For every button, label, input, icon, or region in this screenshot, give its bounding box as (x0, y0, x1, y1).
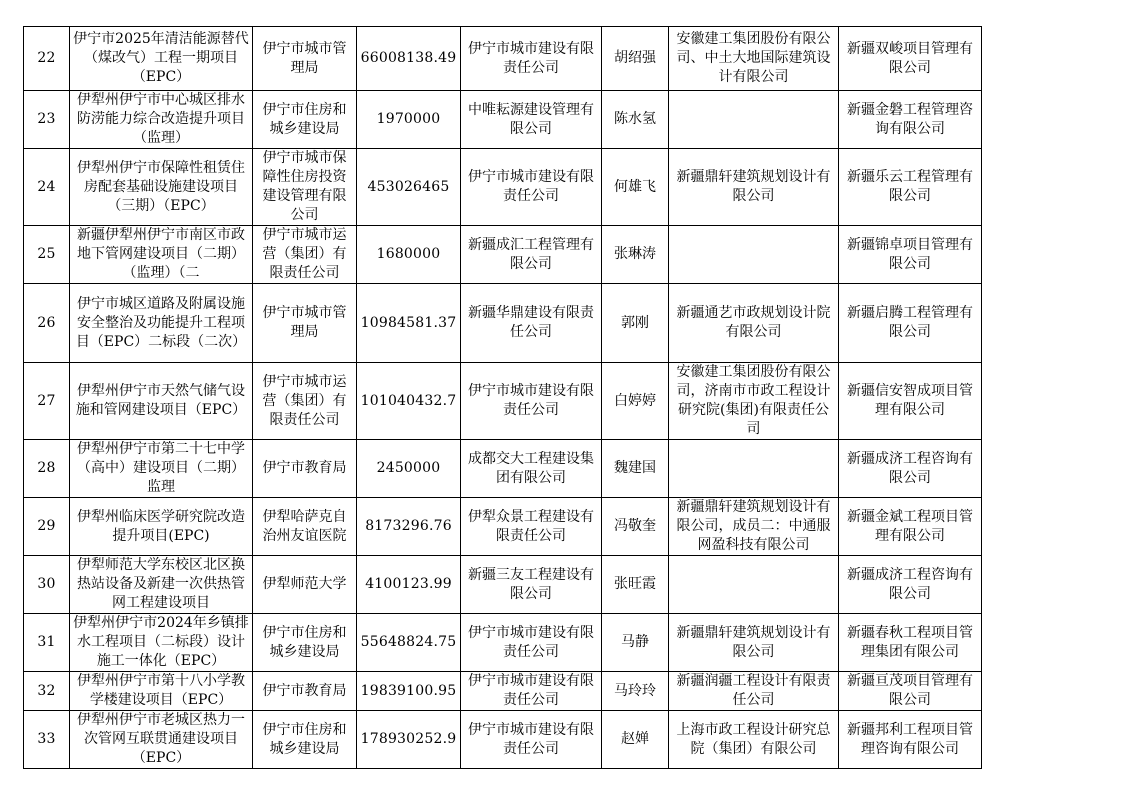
design-unit (669, 556, 839, 614)
contract-amount: 66008138.49 (357, 27, 461, 91)
table-row (24, 91, 982, 149)
supervision-unit: 新疆亘茂项目管理有限公司 (839, 672, 982, 711)
project-manager: 冯敬奎 (602, 498, 669, 556)
row-number: 27 (24, 363, 70, 440)
row-number: 22 (24, 27, 70, 91)
project-manager: 魏建国 (602, 440, 669, 498)
design-unit: 安徽建工集团股份有限公司，济南市市政工程设计研究院(集团)有限责任公司 (669, 363, 839, 440)
design-unit: 新疆润疆工程设计有限责任公司 (669, 672, 839, 711)
supervision-unit: 新疆金磐工程管理咨询有限公司 (839, 91, 982, 149)
row-number: 31 (24, 614, 70, 672)
owner-unit: 伊宁市城市管理局 (253, 27, 357, 91)
row-number: 25 (24, 226, 70, 284)
supervision-unit: 新疆信安智成项目管理有限公司 (839, 363, 982, 440)
contract-amount: 178930252.9 (357, 711, 461, 769)
table-row (24, 556, 982, 614)
project-name: 伊犁州伊宁市第二十七中学（高中）建设项目（二期）监理 (70, 440, 253, 498)
design-unit (669, 91, 839, 149)
table-body (24, 27, 982, 769)
contractor-unit: 中唯耘源建设管理有限公司 (461, 91, 602, 149)
table-row (24, 149, 982, 226)
contractor-unit: 成都交大工程建设集团有限公司 (461, 440, 602, 498)
project-manager: 白婷婷 (602, 363, 669, 440)
project-name: 新疆伊犁州伊宁市南区市政地下管网建设项目（二期）（监理）（二 (70, 226, 253, 284)
table-row (24, 27, 982, 91)
supervision-unit: 新疆启腾工程管理有限公司 (839, 284, 982, 363)
row-number: 26 (24, 284, 70, 363)
design-unit: 安徽建工集团股份有限公司、中土大地国际建筑设计有限公司 (669, 27, 839, 91)
project-name: 伊犁师范大学东校区北区换热站设备及新建一次供热管网工程建设项目 (70, 556, 253, 614)
design-unit: 新疆鼎轩建筑规划设计有限公司，成员二：中通服网盈科技有限公司 (669, 498, 839, 556)
supervision-unit: 新疆春秋工程项目管理集团有限公司 (839, 614, 982, 672)
project-name: 伊宁市城区道路及附属设施安全整治及功能提升工程项目（EPC）二标段（二次） (70, 284, 253, 363)
table-row (24, 672, 982, 711)
contractor-unit: 伊宁市城市建设有限责任公司 (461, 27, 602, 91)
design-unit: 新疆鼎轩建筑规划设计有限公司 (669, 614, 839, 672)
supervision-unit: 新疆成济工程咨询有限公司 (839, 440, 982, 498)
contract-amount: 2450000 (357, 440, 461, 498)
row-number: 28 (24, 440, 70, 498)
contractor-unit: 伊宁市城市建设有限责任公司 (461, 149, 602, 226)
owner-unit: 伊宁市教育局 (253, 672, 357, 711)
table-row (24, 498, 982, 556)
table-row (24, 614, 982, 672)
row-number: 29 (24, 498, 70, 556)
supervision-unit: 新疆邦利工程项目管理咨询有限公司 (839, 711, 982, 769)
owner-unit: 伊宁市住房和城乡建设局 (253, 91, 357, 149)
project-name: 伊犁州伊宁市天然气储气设施和管网建设项目（EPC） (70, 363, 253, 440)
row-number: 33 (24, 711, 70, 769)
design-unit (669, 440, 839, 498)
project-name: 伊宁市2025年清洁能源替代（煤改气）工程一期项目（EPC） (70, 27, 253, 91)
table-row (24, 226, 982, 284)
project-manager: 陈水氢 (602, 91, 669, 149)
project-manager: 张旺霞 (602, 556, 669, 614)
contract-amount: 8173296.76 (357, 498, 461, 556)
supervision-unit: 新疆成济工程咨询有限公司 (839, 556, 982, 614)
row-number: 32 (24, 672, 70, 711)
project-name: 伊犁州伊宁市2024年乡镇排水工程项目（二标段）设计施工一体化（EPC） (70, 614, 253, 672)
owner-unit: 伊宁市住房和城乡建设局 (253, 711, 357, 769)
row-number: 24 (24, 149, 70, 226)
contract-amount: 1970000 (357, 91, 461, 149)
table-row (24, 711, 982, 769)
row-number: 30 (24, 556, 70, 614)
contract-amount: 4100123.99 (357, 556, 461, 614)
supervision-unit: 新疆金斌工程项目管理有限公司 (839, 498, 982, 556)
project-manager: 何雄飞 (602, 149, 669, 226)
project-manager: 赵婵 (602, 711, 669, 769)
design-unit (669, 226, 839, 284)
supervision-unit: 新疆锦卓项目管理有限公司 (839, 226, 982, 284)
owner-unit: 伊犁师范大学 (253, 556, 357, 614)
owner-unit: 伊宁市教育局 (253, 440, 357, 498)
contractor-unit: 伊犁众景工程建设有限责任公司 (461, 498, 602, 556)
contract-amount: 1680000 (357, 226, 461, 284)
contractor-unit: 新疆成汇工程管理有限公司 (461, 226, 602, 284)
project-name: 伊犁州伊宁市保障性租赁住房配套基础设施建设项目（三期）（EPC） (70, 149, 253, 226)
project-name: 伊犁州伊宁市第十八小学教学楼建设项目（EPC） (70, 672, 253, 711)
project-manager: 马静 (602, 614, 669, 672)
contractor-unit: 伊宁市城市建设有限责任公司 (461, 711, 602, 769)
project-name: 伊犁州伊宁市老城区热力一次管网互联贯通建设项目（EPC） (70, 711, 253, 769)
contract-amount: 453026465 (357, 149, 461, 226)
supervision-unit: 新疆双峻项目管理有限公司 (839, 27, 982, 91)
project-manager: 胡绍强 (602, 27, 669, 91)
table-row (24, 363, 982, 440)
row-number: 23 (24, 91, 70, 149)
supervision-unit: 新疆乐云工程管理有限公司 (839, 149, 982, 226)
design-unit: 新疆鼎轩建筑规划设计有限公司 (669, 149, 839, 226)
table-row (24, 440, 982, 498)
owner-unit: 伊宁市城市运营（集团）有限责任公司 (253, 363, 357, 440)
owner-unit: 伊宁市住房和城乡建设局 (253, 614, 357, 672)
owner-unit: 伊宁市城市保障性住房投资建设管理有限公司 (253, 149, 357, 226)
design-unit: 上海市政工程设计研究总院（集团）有限公司 (669, 711, 839, 769)
owner-unit: 伊犁哈萨克自治州友谊医院 (253, 498, 357, 556)
project-manager: 张琳涛 (602, 226, 669, 284)
table-row (24, 284, 982, 363)
contract-amount: 55648824.75 (357, 614, 461, 672)
contractor-unit: 伊宁市城市建设有限责任公司 (461, 363, 602, 440)
project-manager: 郭刚 (602, 284, 669, 363)
contract-amount: 10984581.37 (357, 284, 461, 363)
contractor-unit: 伊宁市城市建设有限责任公司 (461, 614, 602, 672)
project-name: 伊犁州伊宁市中心城区排水防涝能力综合改造提升项目（监理） (70, 91, 253, 149)
contract-amount: 19839100.95 (357, 672, 461, 711)
project-table (23, 26, 982, 769)
owner-unit: 伊宁市城市管理局 (253, 284, 357, 363)
contractor-unit: 伊宁市城市建设有限责任公司 (461, 672, 602, 711)
project-name: 伊犁州临床医学研究院改造提升项目(EPC) (70, 498, 253, 556)
owner-unit: 伊宁市城市运营（集团）有限责任公司 (253, 226, 357, 284)
project-manager: 马玲玲 (602, 672, 669, 711)
contract-amount: 101040432.7 (357, 363, 461, 440)
design-unit: 新疆通艺市政规划设计院有限公司 (669, 284, 839, 363)
contractor-unit: 新疆三友工程建设有限公司 (461, 556, 602, 614)
contractor-unit: 新疆华鼎建设有限责任公司 (461, 284, 602, 363)
